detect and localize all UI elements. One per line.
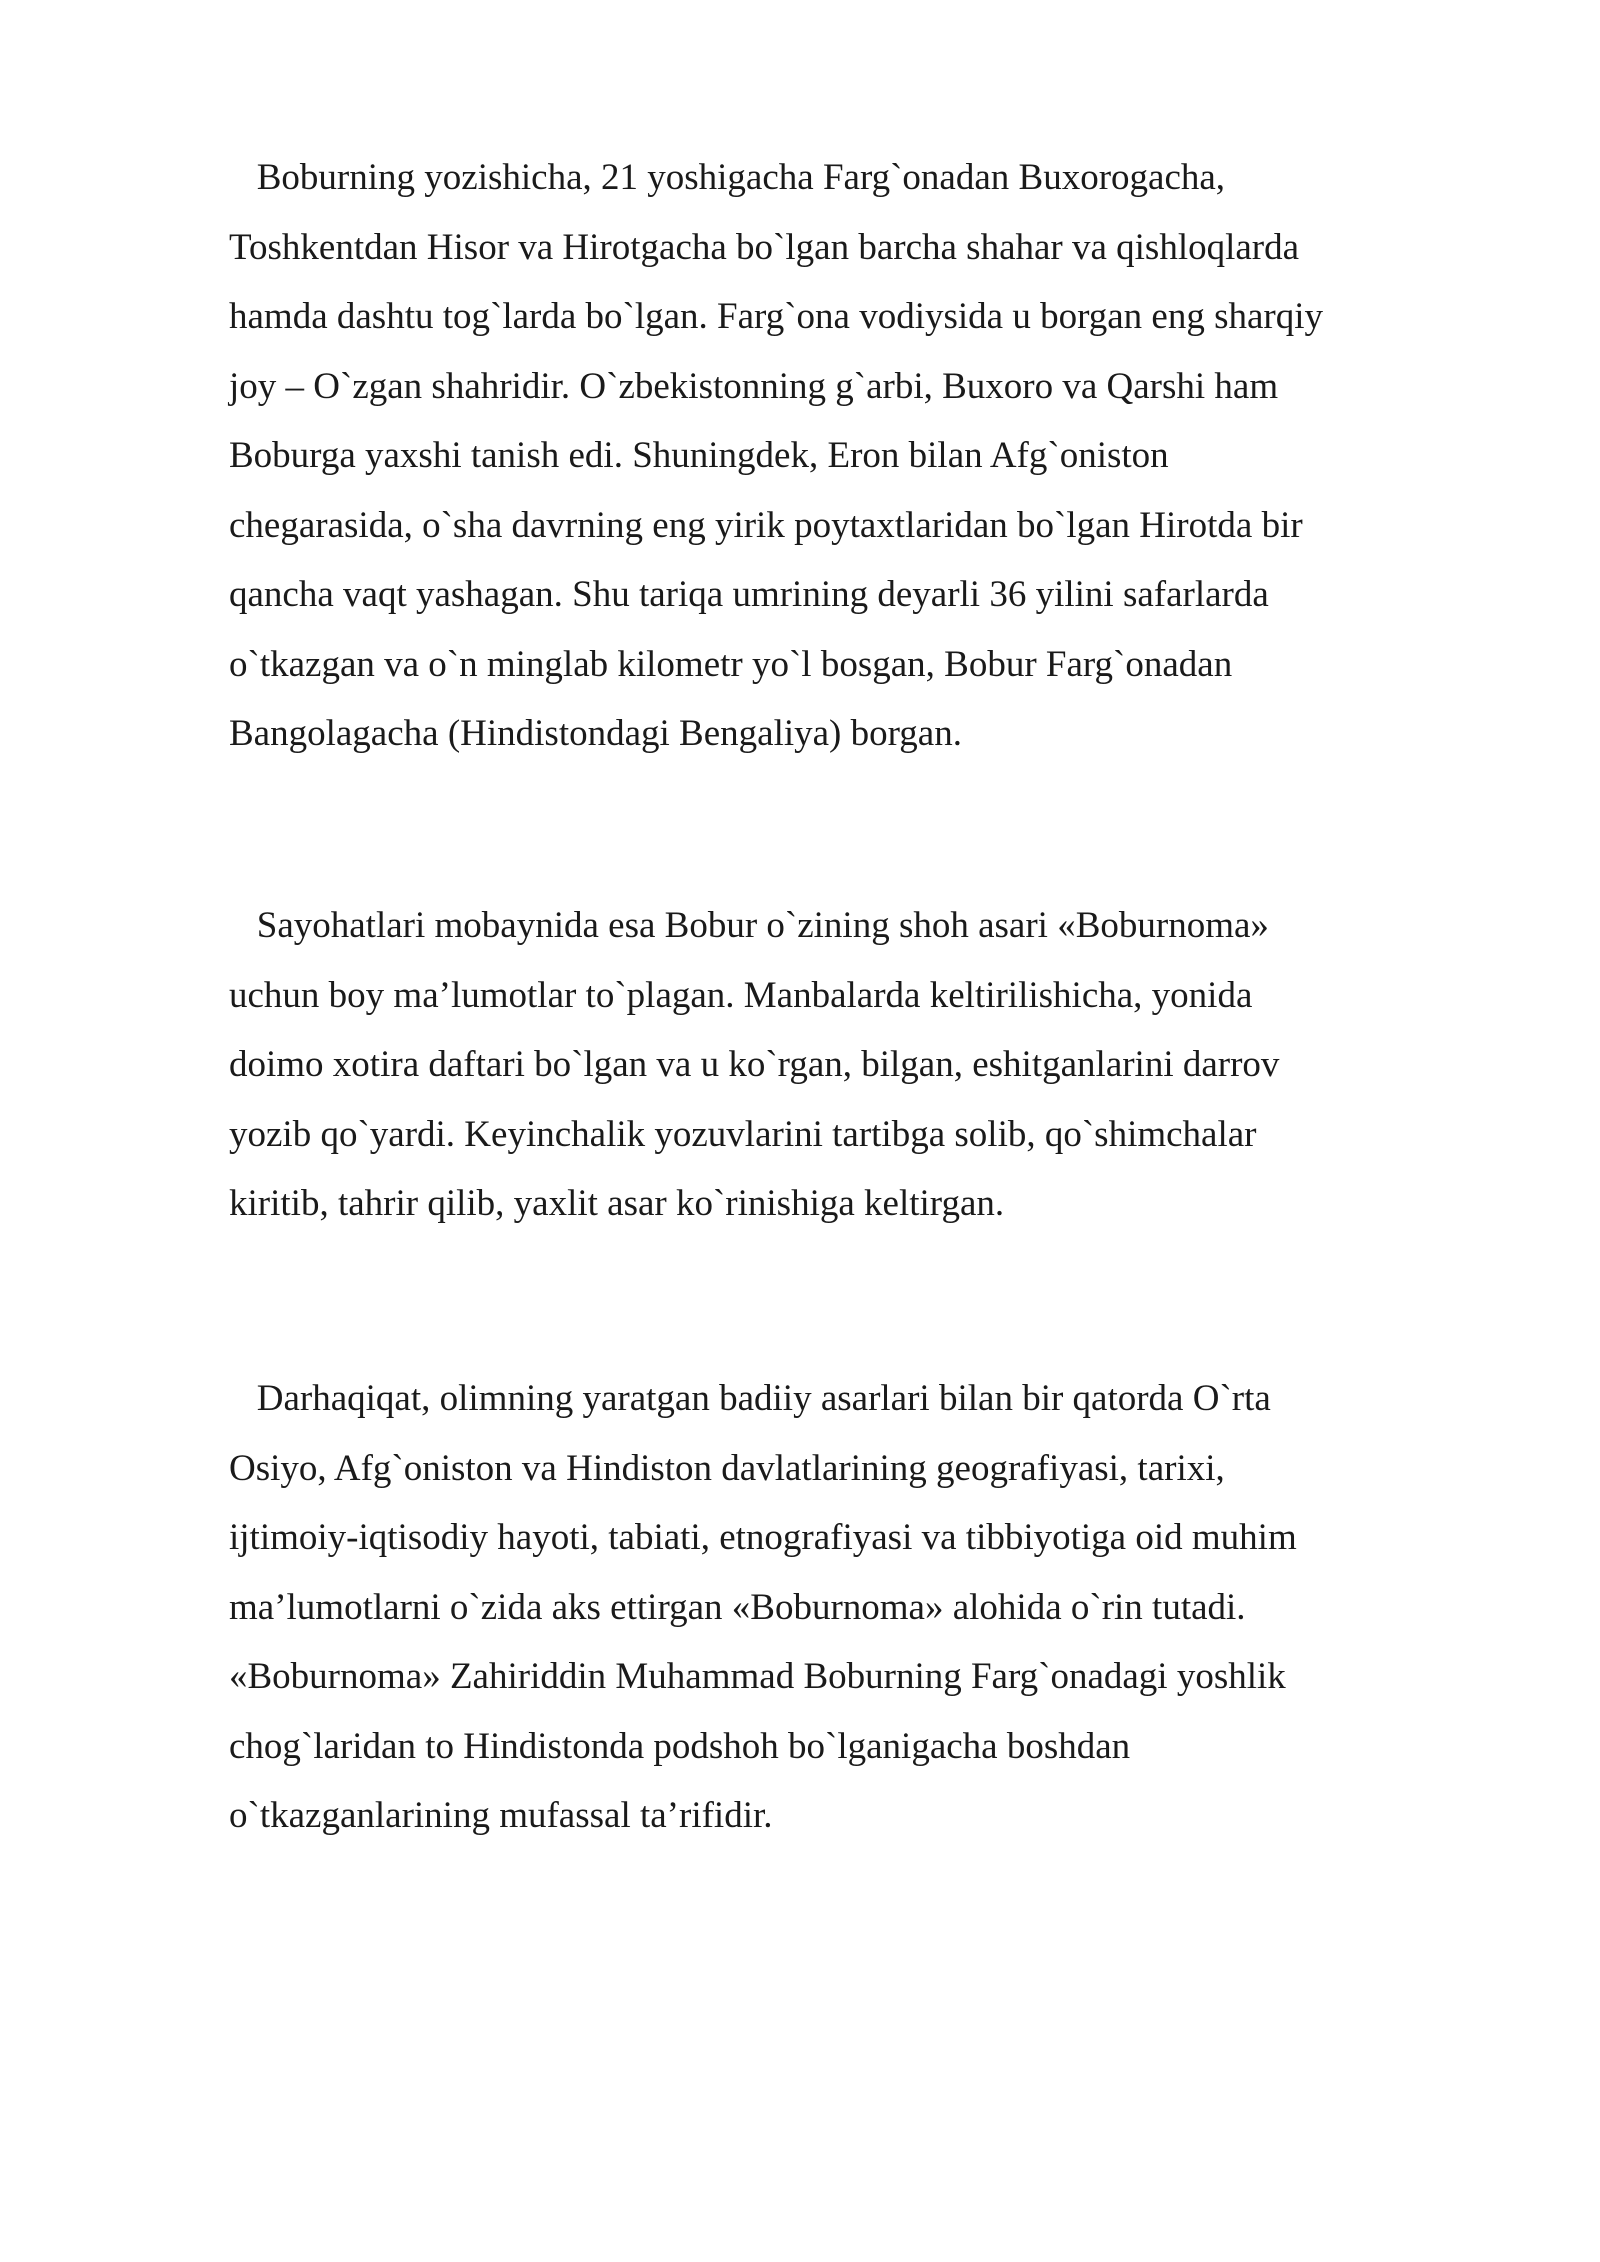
paragraph-line: Bangolagacha (Hindistondagi Bengaliya) borgan. bbox=[229, 713, 962, 754]
paragraph-line: «Boburnoma» Zahiriddin Muhammad Boburning Farg`onadagi yoshlik bbox=[229, 1656, 1286, 1697]
paragraph-line: Boburning yozishicha, 21 yoshigacha Farg`onadan Buxorogacha, bbox=[229, 157, 1226, 198]
paragraph-line: kiritib, tahrir qilib, yaxlit asar ko`rinishiga keltirgan. bbox=[229, 1183, 1005, 1224]
paragraph-line: uchun boy ma’lumotlar to`plagan. Manbalarda keltirilishicha, yonida bbox=[229, 974, 1253, 1016]
paragraph-line: Toshkentdan Hisor va Hirotgacha bo`lgan barcha shahar va qishloqlarda bbox=[229, 226, 1300, 268]
paragraph-1 bbox=[229, 143, 1429, 769]
paragraph-line: hamda dashtu tog`larda bo`lgan. Farg`ona vodiysida u borgan eng sharqiy bbox=[229, 296, 1323, 337]
paragraph-2 bbox=[229, 891, 1429, 1239]
paragraph-line: o`tkazgan va o`n minglab kilometr yo`l bosgan, Bobur Farg`onadan bbox=[229, 643, 1233, 685]
paragraph-line: ijtimoiy-iqtisodiy hayoti, tabiati, etnografiyasi va tibbiyotiga oid muhim bbox=[229, 1517, 1297, 1558]
paragraph-line: Boburga yaxshi tanish edi. Shuningdek, Eron bilan Afg`oniston bbox=[229, 435, 1169, 476]
paragraph-line: doimo xotira daftari bo`lgan va u ko`rgan, bilgan, eshitganlarini darrov bbox=[229, 1044, 1280, 1085]
paragraph-line: chog`laridan to Hindistonda podshoh bo`lganigacha boshdan bbox=[229, 1725, 1131, 1767]
paragraph-line: yozib qo`yardi. Keyinchalik yozuvlarini tartibga solib, qo`shimchalar bbox=[229, 1113, 1257, 1155]
paragraph-line: Darhaqiqat, olimning yaratgan badiiy asarlari bilan bir qatorda O`rta bbox=[229, 1378, 1271, 1419]
paragraph-line: Sayohatlari mobaynida esa Bobur o`zining shoh asari «Boburnoma» bbox=[229, 905, 1269, 946]
paragraph-line: joy – O`zgan shahridir. O`zbekistonning g`arbi, Buxoro va Qarshi ham bbox=[229, 365, 1279, 407]
paragraph-line: qancha vaqt yashagan. Shu tariqa umrining deyarli 36 yilini safarlarda bbox=[229, 574, 1269, 615]
paragraph-line: o`tkazganlarining mufassal ta’rifidir. bbox=[229, 1795, 773, 1836]
paragraph-line: chegarasida, o`sha davrning eng yirik poytaxtlaridan bo`lgan Hirotda bir bbox=[229, 504, 1303, 546]
paragraph-line: ma’lumotlarni o`zida aks ettirgan «Boburnoma» alohida o`rin tutadi. bbox=[229, 1586, 1246, 1628]
paragraph-3 bbox=[229, 1364, 1429, 1851]
paragraph-line: Osiyo, Afg`oniston va Hindiston davlatlarining geografiyasi, tarixi, bbox=[229, 1447, 1225, 1489]
